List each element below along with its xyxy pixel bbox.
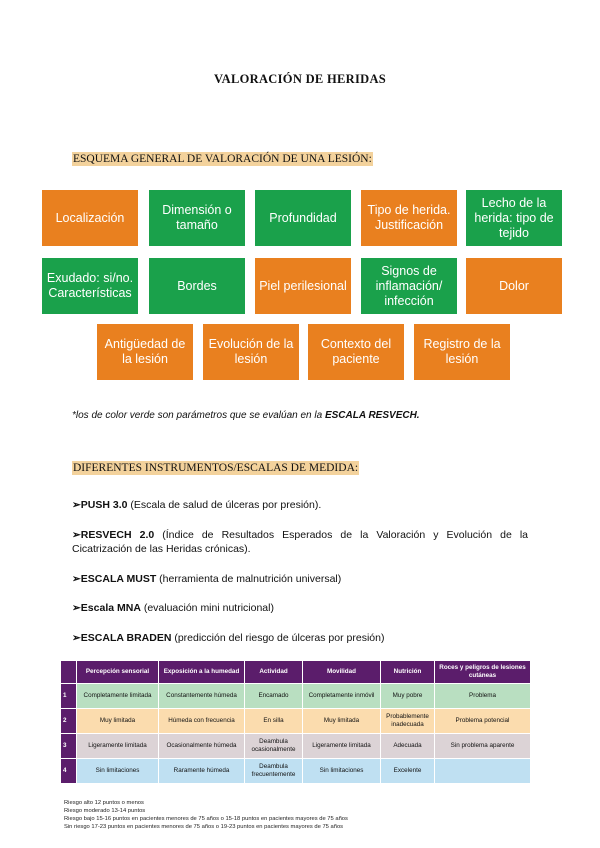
instrument-name: ➢ESCALA MUST [72,573,157,585]
table-cell: Problema [435,684,531,709]
table-cell: Completamente inmóvil [303,684,381,709]
table-cell: Deambula frecuentemente [245,759,303,784]
table-cell: Muy pobre [381,684,435,709]
table-cell: En silla [245,709,303,734]
page-title: VALORACIÓN DE HERIDAS [213,72,387,86]
instrument-name: ➢RESVECH 2.0 [72,529,155,541]
box-bordes: Bordes [149,258,245,314]
instrument-push [72,498,528,512]
box-evolucion: Evolución de la lesión [203,324,299,380]
note-text: *los de color verde son parámetros que se evalúan en la [72,410,325,421]
green-params-note [72,410,420,421]
table-cell: Húmeda con frecuencia [159,709,245,734]
instrument-name: ➢PUSH 3.0 [72,499,128,511]
table-cell: Sin problema aparente [435,734,531,759]
table-header: Roces y peligros de lesiones cutáneas [435,661,531,684]
table-header: Movilidad [303,661,381,684]
instrument-resvech [72,528,528,556]
risk-note: Riesgo alto 12 puntos o menos [64,800,144,806]
table-header: Exposición a la humedad [159,661,245,684]
table-header [61,661,77,684]
table-header: Percepción sensorial [77,661,159,684]
table-cell: Sin limitaciones [77,759,159,784]
table-cell: Ocasionalmente húmeda [159,734,245,759]
table-cell-score: 3 [61,734,77,759]
table-header: Nutrición [381,661,435,684]
instrument-name: ➢ESCALA BRADEN [72,632,172,644]
table-cell: Ligeramente limitada [303,734,381,759]
table-cell: Ligeramente limitada [77,734,159,759]
table-cell: Problema potencial [435,709,531,734]
table-cell: Muy limitada [303,709,381,734]
instrument-braden [72,631,528,645]
note-bold: ESCALA RESVECH. [324,410,420,421]
table-cell: Excelente [381,759,435,784]
box-lecho-herida: Lecho de la herida: tipo de tejido [466,190,562,246]
instrument-desc: (evaluación mini nutricional) [140,602,274,614]
table-row [61,759,531,784]
section-heading-instruments: DIFERENTES INSTRUMENTOS/ESCALAS DE MEDIDA: [73,462,359,474]
table-cell: Sin limitaciones [303,759,381,784]
instrument-desc: (Índice de Resultados Esperados de la Valoración y Evolución de la Cicatrización de las Heridas crónicas). [72,529,529,555]
table-cell: Probablemente inadecuada [381,709,435,734]
box-dolor: Dolor [466,258,562,314]
table-cell-score: 1 [61,684,77,709]
risk-note: Riesgo moderado 13-14 puntos [64,808,146,814]
box-exudado: Exudado: si/no. Características [42,258,138,314]
table-cell: Muy limitada [77,709,159,734]
section-heading-scheme: ESQUEMA GENERAL DE VALORACIÓN DE UNA LESIÓN: [73,153,372,165]
instrument-must [72,572,528,586]
table-cell: Raramente húmeda [159,759,245,784]
table-cell: Encamado [245,684,303,709]
table-cell: Constantemente húmeda [159,684,245,709]
box-piel-perilesional: Piel perilesional [255,258,351,314]
table-header-row [61,661,531,684]
risk-note: Sin riesgo 17-23 puntos en pacientes menores de 75 años o 19-23 puntos en pacientes mayores de 75 años [64,824,344,830]
instrument-desc: (predicción del riesgo de úlceras por presión) [171,632,385,644]
instrument-name: ➢Escala MNA [72,602,141,614]
table-cell-score: 2 [61,709,77,734]
box-tipo-herida: Tipo de herida. Justificación [361,190,457,246]
table-cell-score: 4 [61,759,77,784]
table-cell: Deambula ocasionalmente [245,734,303,759]
box-signos-inflamacion: Signos de inflamación/ infección [361,258,457,314]
instrument-desc: (herramienta de malnutrición universal) [156,573,342,585]
instrument-desc: (Escala de salud de úlceras por presión). [127,499,322,511]
risk-note: Riesgo bajo 15-16 puntos en pacientes menores de 75 años o 15-18 puntos en pacientes mayores de 75 años [64,816,348,822]
table-header: Actividad [245,661,303,684]
table-row [61,734,531,759]
box-localizacion: Localización [42,190,138,246]
table-cell: Adecuada [381,734,435,759]
table-row [61,684,531,709]
table-cell: Completamente limitada [77,684,159,709]
box-antiguedad: Antigüedad de la lesión [97,324,193,380]
box-profundidad: Profundidad [255,190,351,246]
table-cell [435,759,531,784]
braden-table [60,660,531,784]
instrument-mna [72,601,528,615]
table-row [61,709,531,734]
box-contexto-paciente: Contexto del paciente [308,324,404,380]
box-dimension: Dimensión o tamaño [149,190,245,246]
box-registro: Registro de la lesión [414,324,510,380]
